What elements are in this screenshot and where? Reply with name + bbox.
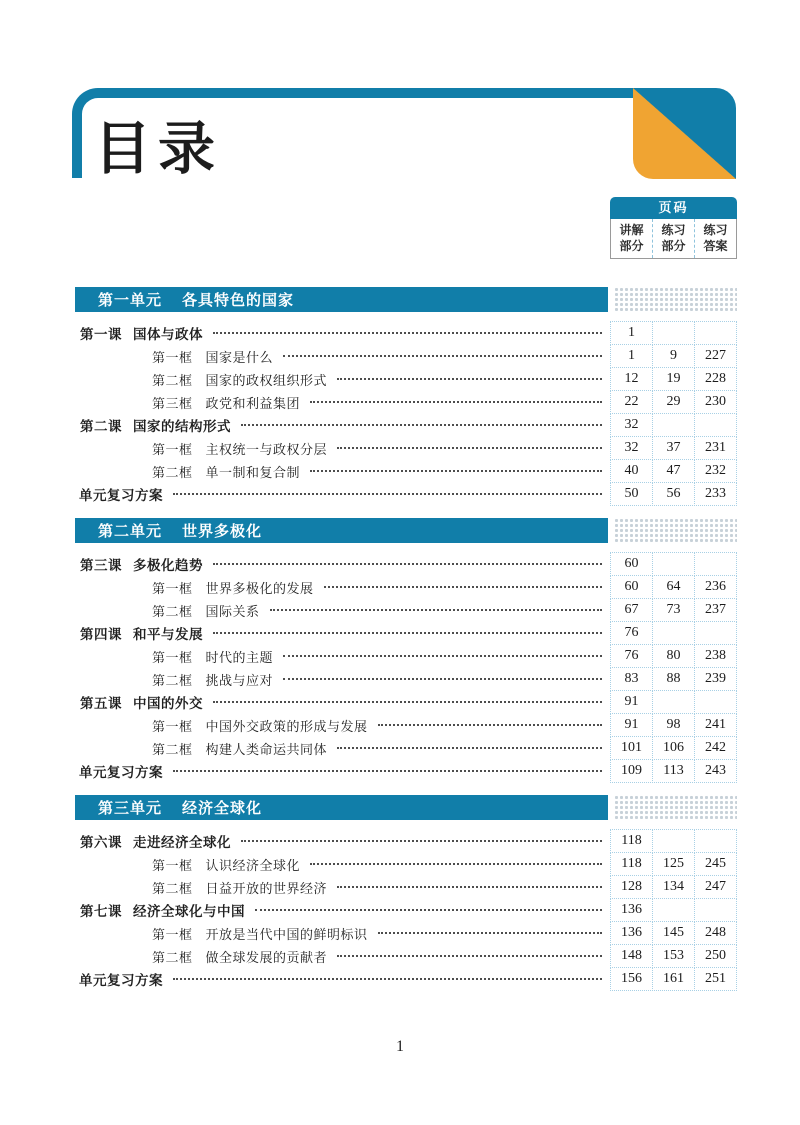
toc-entry-text: [75, 370, 610, 389]
toc-entry-lesson: [75, 552, 737, 576]
page-number-cells: [610, 344, 737, 368]
page-number-cell: 231: [694, 436, 737, 460]
entry-title: 走进经济全球化: [133, 835, 231, 850]
page-number-cells: [610, 436, 737, 460]
toc-entry-text: [75, 393, 610, 412]
page-number-cell: 83: [610, 667, 653, 691]
dotted-pattern-block: [614, 518, 737, 543]
unit-number: 第三单元: [98, 800, 163, 817]
dot-leader: [378, 932, 602, 934]
page-number-cell: 67: [610, 598, 653, 622]
page-number-cell: 118: [610, 852, 653, 876]
entry-label: 第一框: [152, 926, 193, 942]
dot-leader: [173, 493, 602, 495]
page-number-cell: 60: [610, 575, 653, 599]
entry-label: 第七课: [80, 904, 122, 919]
page-number-cell: 29: [652, 390, 695, 414]
dot-leader: [310, 863, 602, 865]
page-number-cell: 37: [652, 436, 695, 460]
unit-title: 经济全球化: [182, 800, 263, 817]
page-number-cell: 233: [694, 482, 737, 506]
toc-entry-lesson: [75, 690, 737, 714]
page-number-cells: [610, 390, 737, 414]
toc-entry-lesson: [75, 413, 737, 437]
unit-rows: [75, 552, 737, 783]
dot-leader: [310, 470, 602, 472]
dot-leader: [213, 632, 602, 634]
page-number-cell: 228: [694, 367, 737, 391]
page-number-cells: [610, 321, 737, 345]
page-number-cell: 241: [694, 713, 737, 737]
legend-col-practice: 练习部分: [652, 219, 694, 258]
page-number-cells: [610, 944, 737, 968]
entry-title: 开放是当代中国的鲜明标识: [205, 926, 368, 942]
page-number-cell: 145: [652, 921, 695, 945]
page-number-cell: 32: [610, 436, 653, 460]
page-number-cell: [652, 621, 695, 645]
page-title: 目录: [94, 117, 222, 181]
toc-entry-frame: [75, 367, 737, 391]
page-number-cell: 56: [652, 482, 695, 506]
dot-leader: [337, 447, 602, 449]
page-number-cells: [610, 482, 737, 506]
toc-entry-text: [75, 716, 610, 735]
page-number-cell: [694, 690, 737, 714]
page-number-cell: [652, 829, 695, 853]
toc-entry-frame: [75, 598, 737, 622]
entry-title: 国家的政权组织形式: [205, 372, 328, 388]
entry-title: 单元复习方案: [79, 488, 163, 503]
unit-header: [75, 287, 737, 312]
entry-label: 第二框: [152, 949, 193, 965]
entry-label: 第三框: [152, 395, 193, 411]
dot-leader: [324, 586, 602, 588]
toc-entry-frame: [75, 436, 737, 460]
entry-label: 第二框: [152, 672, 193, 688]
page-number-cell: 76: [610, 644, 653, 668]
toc-entry-text: [75, 347, 610, 366]
toc-entry-text: [75, 670, 610, 689]
entry-title: 构建人类命运共同体: [205, 741, 328, 757]
page-number-cell: [652, 898, 695, 922]
dot-leader: [241, 424, 602, 426]
toc-entry-text: [75, 969, 610, 989]
entry-label: 第一框: [152, 580, 193, 596]
dot-leader: [283, 678, 602, 680]
page-number-cell: [652, 413, 695, 437]
entry-title: 多极化趋势: [133, 558, 203, 573]
page-number-cell: 161: [652, 967, 695, 991]
entry-title: 和平与发展: [133, 627, 203, 642]
page-number-cell: [652, 690, 695, 714]
page-number-cell: 101: [610, 736, 653, 760]
dot-leader: [213, 332, 602, 334]
page-number-cells: [610, 552, 737, 576]
unit-header-band: [75, 795, 608, 820]
page-number-cells: [610, 621, 737, 645]
toc-entry-frame: [75, 344, 737, 368]
page-number-cell: [694, 413, 737, 437]
toc-entry-frame: [75, 575, 737, 599]
page-number-cell: 232: [694, 459, 737, 483]
page-number-cell: 156: [610, 967, 653, 991]
page-number-cell: 98: [652, 713, 695, 737]
toc-entry-frame: [75, 852, 737, 876]
page-number-cells: [610, 367, 737, 391]
toc-entry-frame: [75, 921, 737, 945]
page-number-cell: 80: [652, 644, 695, 668]
page-number-cells: [610, 736, 737, 760]
toc-entry-text: [75, 462, 610, 481]
page-number-cell: 128: [610, 875, 653, 899]
dot-leader: [283, 355, 602, 357]
page-number-cell: 227: [694, 344, 737, 368]
page-number-cell: 73: [652, 598, 695, 622]
entry-label: 第二框: [152, 372, 193, 388]
entry-title: 主权统一与政权分层: [205, 441, 328, 457]
unit-section: [75, 795, 737, 991]
dot-leader: [173, 770, 602, 772]
toc-entry-frame: [75, 390, 737, 414]
page-number-cell: [694, 321, 737, 345]
page-number-cell: 76: [610, 621, 653, 645]
page-number-cell: 134: [652, 875, 695, 899]
unit-number: 第二单元: [98, 523, 163, 540]
toc-entry-text: [75, 415, 610, 435]
entry-title: 经济全球化与中国: [133, 904, 245, 919]
entry-label: 第一课: [80, 327, 122, 342]
page-number-cells: [610, 459, 737, 483]
dot-leader: [378, 724, 602, 726]
dot-leader: [337, 955, 602, 957]
page-number-cell: 239: [694, 667, 737, 691]
entry-title: 时代的主题: [205, 649, 274, 665]
entry-label: 第二课: [80, 419, 122, 434]
toc-entry-text: [75, 739, 610, 758]
toc-entry-frame: [75, 644, 737, 668]
entry-title: 日益开放的世界经济: [205, 880, 328, 896]
entry-label: 第二框: [152, 880, 193, 896]
unit-section: [75, 287, 737, 506]
entry-label: 第二框: [152, 603, 193, 619]
page-number-cell: 250: [694, 944, 737, 968]
page-number-cell: 153: [652, 944, 695, 968]
dot-leader: [337, 747, 602, 749]
dotted-pattern-block: [614, 795, 737, 820]
toc-entry-review: [75, 482, 737, 506]
page-number-cell: 19: [652, 367, 695, 391]
toc-entry-frame: [75, 875, 737, 899]
entry-label: 第六课: [80, 835, 122, 850]
entry-title: 国体与政体: [133, 327, 203, 342]
entry-title: 单一制和复合制: [205, 464, 301, 480]
toc-entry-text: [75, 439, 610, 458]
toc-entry-frame: [75, 944, 737, 968]
dot-leader: [270, 609, 602, 611]
page-number-cell: [652, 321, 695, 345]
toc-entry-frame: [75, 713, 737, 737]
page-number-cell: [694, 621, 737, 645]
entry-title: 世界多极化的发展: [205, 580, 314, 596]
page-number-cell: 32: [610, 413, 653, 437]
entry-title: 挑战与应对: [205, 672, 274, 688]
toc-entry-text: [75, 323, 610, 343]
entry-label: 第四课: [80, 627, 122, 642]
entry-title: 中国外交政策的形成与发展: [205, 718, 368, 734]
page-number-cell: 113: [652, 759, 695, 783]
page-number-cells: [610, 875, 737, 899]
entry-title: 中国的外交: [133, 696, 203, 711]
page-number-cell: 22: [610, 390, 653, 414]
dot-leader: [173, 978, 602, 980]
page-number-cells: [610, 644, 737, 668]
dot-leader: [310, 401, 602, 403]
page-number-cell: 118: [610, 829, 653, 853]
page-number-cells: [610, 898, 737, 922]
legend-col-explanation: 讲解部分: [619, 223, 644, 253]
unit-header: [75, 518, 737, 543]
page-number-cell: 230: [694, 390, 737, 414]
toc-entry-lesson: [75, 321, 737, 345]
page-number-cell: 50: [610, 482, 653, 506]
page-number-cell: 1: [610, 344, 653, 368]
entry-label: 第一框: [152, 857, 193, 873]
page-number-cell: 136: [610, 898, 653, 922]
dot-leader: [337, 378, 602, 380]
page-number-cell: 12: [610, 367, 653, 391]
page-number-cells: [610, 690, 737, 714]
page-number-cell: 9: [652, 344, 695, 368]
page-number-cell: 248: [694, 921, 737, 945]
entry-label: 第三课: [80, 558, 122, 573]
entry-label: 第二框: [152, 741, 193, 757]
toc-entry-frame: [75, 736, 737, 760]
page-number-cells: [610, 967, 737, 991]
page-number-cell: 40: [610, 459, 653, 483]
page-number-cell: 64: [652, 575, 695, 599]
toc-entry-text: [75, 623, 610, 643]
entry-label: 第二框: [152, 464, 193, 480]
page-number-cell: 1: [610, 321, 653, 345]
page-number-cell: [694, 552, 737, 576]
dot-leader: [213, 563, 602, 565]
entry-title: 政党和利益集团: [205, 395, 301, 411]
page-number-cells: [610, 413, 737, 437]
page-number-cell: 237: [694, 598, 737, 622]
toc-entry-text: [75, 578, 610, 597]
toc-entry-frame: [75, 459, 737, 483]
toc-entry-lesson: [75, 898, 737, 922]
page-number-cell: 242: [694, 736, 737, 760]
unit-title: 世界多极化: [182, 523, 263, 540]
toc-entry-review: [75, 759, 737, 783]
page-number-cells: [610, 575, 737, 599]
page-number-cell: 106: [652, 736, 695, 760]
toc-entry-text: [75, 900, 610, 920]
page-number-cell: 236: [694, 575, 737, 599]
page-number-cell: [694, 898, 737, 922]
entry-title: 认识经济全球化: [205, 857, 301, 873]
page-footer-number: 1: [396, 1038, 404, 1055]
toc-entry-text: [75, 855, 610, 874]
entry-title: 做全球发展的贡献者: [205, 949, 328, 965]
page-number-cell: [652, 552, 695, 576]
page-number-cell: 125: [652, 852, 695, 876]
unit-title: 各具特色的国家: [182, 292, 295, 309]
toc-entry-lesson: [75, 621, 737, 645]
entry-label: 第五课: [80, 696, 122, 711]
dot-leader: [283, 655, 602, 657]
page-number-cell: 88: [652, 667, 695, 691]
toc-entry-text: [75, 647, 610, 666]
unit-header-band: [75, 518, 608, 543]
toc-entry-text: [75, 692, 610, 712]
toc-entry-frame: [75, 667, 737, 691]
page-number-cell: 243: [694, 759, 737, 783]
page-number-cells: [610, 852, 737, 876]
toc-entry-text: [75, 601, 610, 620]
page-number-cell: 245: [694, 852, 737, 876]
unit-section: [75, 518, 737, 783]
entry-title: 国家是什么: [205, 349, 274, 365]
toc-entry-text: [75, 831, 610, 851]
page-number-cell: [694, 829, 737, 853]
page-number-cells: [610, 829, 737, 853]
toc-entry-text: [75, 554, 610, 574]
page-number-cell: 247: [694, 875, 737, 899]
page-number-cells: [610, 759, 737, 783]
toc-entry-text: [75, 924, 610, 943]
dot-leader: [255, 909, 602, 911]
page-number-cell: 91: [610, 713, 653, 737]
page-number-cell: 136: [610, 921, 653, 945]
page-number-legend-title: 页码: [610, 197, 737, 219]
toc-entry-text: [75, 484, 610, 504]
entry-title: 单元复习方案: [79, 973, 163, 988]
unit-header: [75, 795, 737, 820]
page-number-cells: [610, 713, 737, 737]
entry-label: 第一框: [152, 441, 193, 457]
dot-leader: [241, 840, 602, 842]
entry-label: 第一框: [152, 649, 193, 665]
unit-rows: [75, 829, 737, 991]
toc-entry-lesson: [75, 829, 737, 853]
dotted-pattern-block: [614, 287, 737, 312]
toc-entry-text: [75, 761, 610, 781]
page-number-cell: 91: [610, 690, 653, 714]
entry-title: 单元复习方案: [79, 765, 163, 780]
page-number-cell: 109: [610, 759, 653, 783]
unit-rows: [75, 321, 737, 506]
entry-title: 国际关系: [205, 603, 260, 619]
page-number-cell: 60: [610, 552, 653, 576]
page-number-cell: 47: [652, 459, 695, 483]
page-number-cells: [610, 667, 737, 691]
unit-header-band: [75, 287, 608, 312]
unit-number: 第一单元: [98, 292, 163, 309]
toc-entry-text: [75, 878, 610, 897]
page-number-cell: 251: [694, 967, 737, 991]
page-number-cells: [610, 921, 737, 945]
dot-leader: [213, 701, 602, 703]
entry-title: 国家的结构形式: [133, 419, 231, 434]
entry-label: 第一框: [152, 718, 193, 734]
toc-entry-text: [75, 947, 610, 966]
entry-label: 第一框: [152, 349, 193, 365]
dot-leader: [337, 886, 602, 888]
toc-entry-review: [75, 967, 737, 991]
page-number-cell: 148: [610, 944, 653, 968]
page-number-cell: 238: [694, 644, 737, 668]
page-number-cells: [610, 598, 737, 622]
units: [75, 0, 737, 1125]
legend-col-answers: 练习答案: [694, 219, 736, 258]
